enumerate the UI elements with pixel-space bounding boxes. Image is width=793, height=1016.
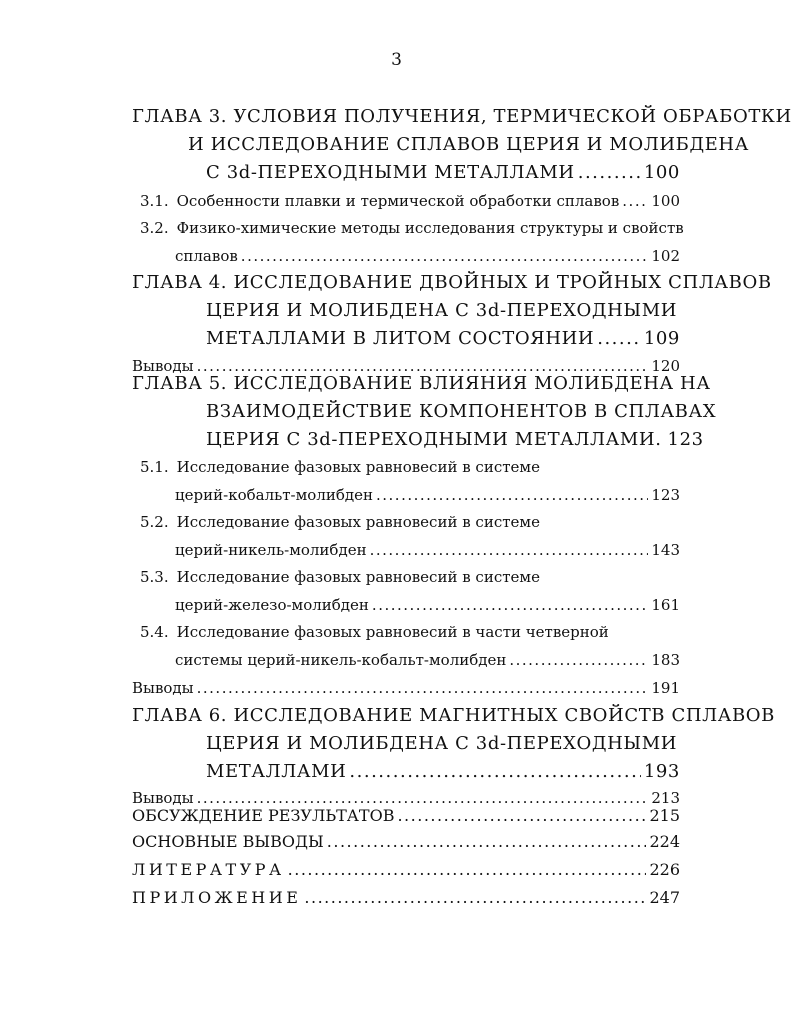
section-number: 3.1. [140, 192, 169, 210]
page-ref: 100 [651, 192, 680, 210]
toc-entry-3-1[interactable] [140, 192, 680, 210]
page-ref: 123 [667, 429, 704, 450]
main-conclusions-label: ОСНОВНЫЕ ВЫВОДЫ [132, 832, 324, 851]
toc-entry-5-3[interactable] [175, 596, 680, 614]
section-title: Физико-химические методы исследования структуры и свойств [176, 219, 684, 237]
toc-entry-3-2[interactable] [175, 247, 680, 265]
dot-leader [197, 679, 649, 697]
toc-entry-ch5-conclusions[interactable] [132, 679, 680, 697]
dot-leader [370, 541, 649, 559]
page-ref: 191 [651, 679, 680, 697]
dot-leader [241, 247, 649, 265]
conclusions-label: Выводы [132, 357, 194, 375]
page-ref: 143 [651, 541, 680, 559]
chapter-4-title-line-2: ЦЕРИЯ И МОЛИБДЕНА С 3d-ПЕРЕХОДНЫМИ [206, 300, 678, 321]
page-ref: 102 [651, 247, 680, 265]
section-number: 3.2. [140, 219, 169, 237]
page-number: 3 [391, 50, 402, 70]
page-ref: 120 [651, 357, 680, 375]
chapter-5-title-line-1: ГЛАВА 5. ИССЛЕДОВАНИЕ ВЛИЯНИЯ МОЛИБДЕНА НА [132, 373, 711, 394]
toc-entry-5-2[interactable] [175, 541, 680, 559]
chapter-6-title-line-2: ЦЕРИЯ И МОЛИБДЕНА С 3d-ПЕРЕХОДНЫМИ [206, 733, 678, 754]
toc-entry-5-4-line-1[interactable] [140, 623, 609, 641]
toc-entry-chapter-3[interactable] [206, 162, 680, 183]
page-ref: 226 [649, 860, 680, 879]
chapter-5-title-line-2: ВЗАИМОДЕЙСТВИЕ КОМПОНЕНТОВ В СПЛАВАХ [206, 401, 717, 422]
section-title-line-2: сплавов [175, 247, 238, 265]
page-ref: 193 [643, 761, 680, 782]
section-title: Исследование фазовых равновесий в части четверной [176, 623, 609, 641]
dot-leader [376, 486, 648, 504]
dot-leader [327, 832, 647, 851]
page-ref: 183 [651, 651, 680, 669]
section-title: Исследование фазовых равновесий в системе [176, 513, 540, 531]
toc-entry-5-1-line-1[interactable] [140, 458, 540, 476]
section-title-line-2: системы церий-никель-кобальт-молибден [175, 651, 507, 669]
toc-entry-literature[interactable] [132, 860, 680, 879]
page-ref: 100 [643, 162, 680, 183]
section-number: 5.3. [140, 568, 169, 586]
chapter-4-title-line-3: МЕТАЛЛАМИ В ЛИТОМ СОСТОЯНИИ [206, 328, 595, 349]
page-ref: 215 [649, 806, 680, 825]
chapter-6-title-line-3: МЕТАЛЛАМИ [206, 761, 347, 782]
toc-entry-main-conclusions[interactable] [132, 832, 680, 851]
discussion-label: ОБСУЖДЕНИЕ РЕЗУЛЬТАТОВ [132, 806, 395, 825]
chapter-3-title-line-2: И ИССЛЕДОВАНИЕ СПЛАВОВ ЦЕРИЯ И МОЛИБДЕНА [188, 134, 749, 155]
chapter-3-title-line-3: С 3d-ПЕРЕХОДНЫМИ МЕТАЛЛАМИ [206, 162, 575, 183]
section-title: Исследование фазовых равновесий в системе [176, 458, 540, 476]
dot-leader [597, 328, 641, 349]
toc-entry-chapter-6[interactable] [206, 761, 680, 782]
page-ref: 123 [651, 486, 680, 504]
chapter-6-title-line-1: ГЛАВА 6. ИССЛЕДОВАНИЕ МАГНИТНЫХ СВОЙСТВ СПЛАВОВ [132, 705, 775, 726]
toc-entry-5-4[interactable] [175, 651, 680, 669]
dot-leader [397, 806, 646, 825]
dot-leader [197, 789, 649, 807]
section-title: Исследование фазовых равновесий в системе [176, 568, 540, 586]
toc-entry-chapter-5[interactable] [206, 429, 704, 450]
page-ref: 224 [649, 832, 680, 851]
section-title-line-2: церий-железо-молибден [175, 596, 369, 614]
toc-entry-appendix[interactable] [132, 888, 680, 907]
dot-leader [288, 860, 647, 879]
conclusions-label: Выводы [132, 679, 194, 697]
section-title-line-2: церий-кобальт-молибден [175, 486, 373, 504]
toc-entry-5-1[interactable] [175, 486, 680, 504]
conclusions-label: Выводы [132, 789, 194, 807]
dot-leader [622, 192, 648, 210]
chapter-4-title-line-1: ГЛАВА 4. ИССЛЕДОВАНИЕ ДВОЙНЫХ И ТРОЙНЫХ СПЛАВОВ [132, 272, 772, 293]
section-title-line-2: церий-никель-молибден [175, 541, 367, 559]
dot-leader [304, 888, 646, 907]
section-title: Особенности плавки и термической обработки сплавов [176, 192, 620, 210]
chapter-5-title-line-3: ЦЕРИЯ С 3d-ПЕРЕХОДНЫМИ МЕТАЛЛАМИ. [206, 429, 662, 450]
toc-entry-5-3-line-1[interactable] [140, 568, 540, 586]
page-ref: 161 [651, 596, 680, 614]
dot-leader [578, 162, 641, 183]
section-number: 5.4. [140, 623, 169, 641]
dot-leader [349, 761, 640, 782]
dot-leader [509, 651, 648, 669]
toc-entry-ch6-conclusions[interactable] [132, 789, 680, 807]
chapter-3-title-line-1: ГЛАВА 3. УСЛОВИЯ ПОЛУЧЕНИЯ, ТЕРМИЧЕСКОЙ ОБРАБОТКИ [132, 106, 792, 127]
toc-entry-discussion[interactable] [132, 806, 680, 825]
dot-leader [372, 596, 648, 614]
toc-entry-5-2-line-1[interactable] [140, 513, 540, 531]
toc-entry-3-2-line-1[interactable] [140, 219, 684, 237]
literature-label: ЛИТЕРАТУРА [132, 860, 285, 879]
section-number: 5.1. [140, 458, 169, 476]
page-ref: 213 [651, 789, 680, 807]
section-number: 5.2. [140, 513, 169, 531]
page-ref: 109 [643, 328, 680, 349]
appendix-label: ПРИЛОЖЕНИЕ [132, 888, 302, 907]
toc-entry-chapter-4[interactable] [206, 328, 680, 349]
page-ref: 247 [649, 888, 680, 907]
